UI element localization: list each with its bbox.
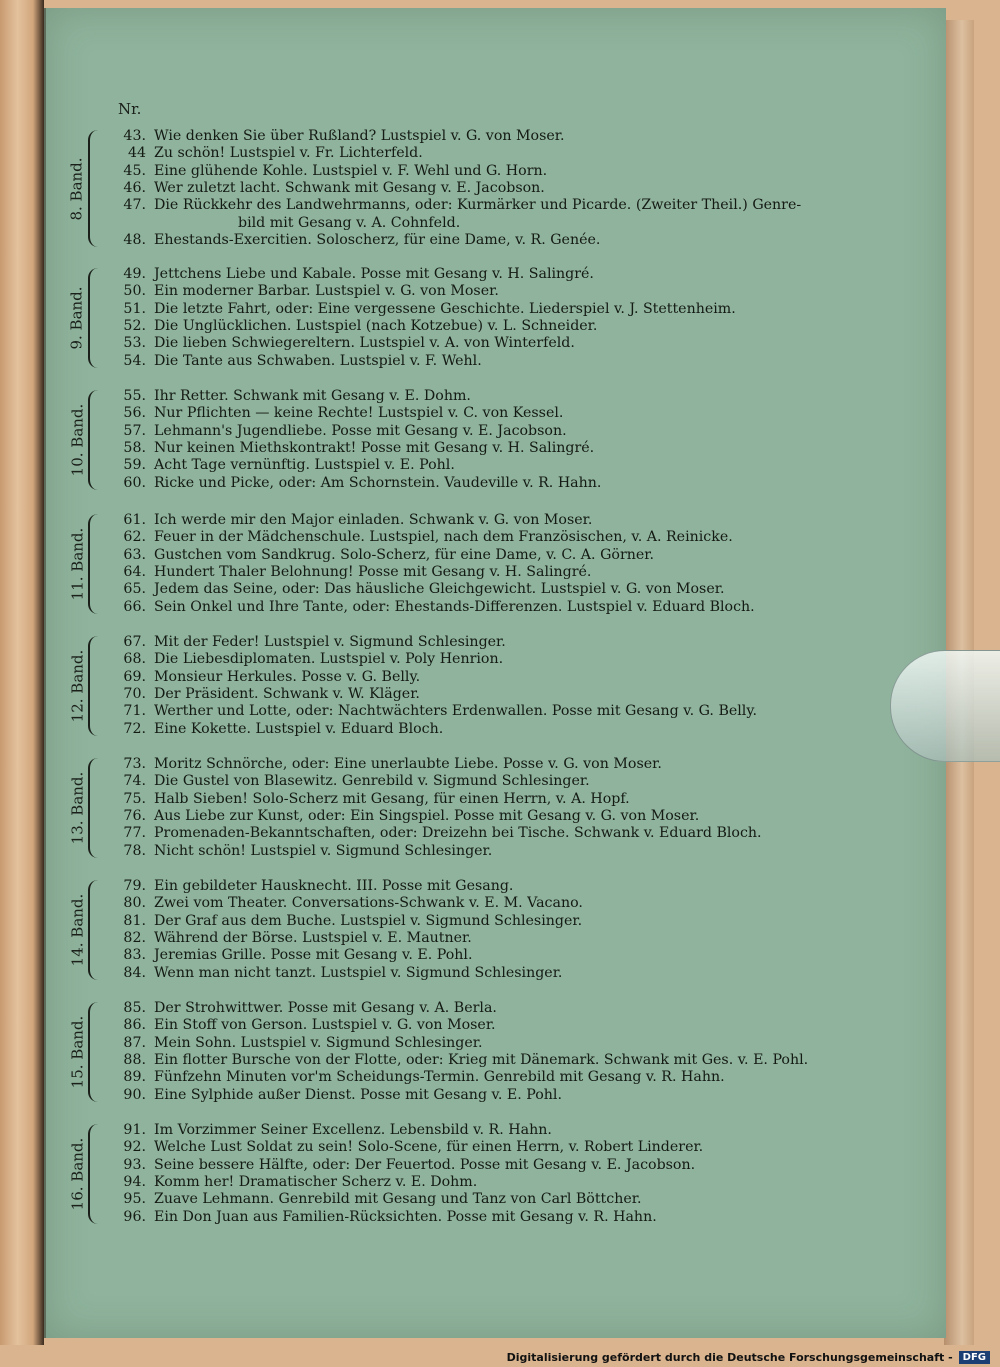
list-item bbox=[112, 843, 862, 860]
entry-title: Der Präsident. Schwank v. W. Kläger. bbox=[154, 685, 420, 702]
list-item bbox=[112, 1035, 862, 1052]
entry-title: Die Rückkehr des Landwehrmanns, oder: Kurmärker und Picarde. (Zweiter Theil.) Genre- bbox=[154, 197, 802, 214]
entry-title: Die lieben Schwiegereltern. Lustspiel v. A. von Winterfeld. bbox=[154, 335, 575, 352]
list-item bbox=[112, 1000, 862, 1017]
glass-clip bbox=[890, 650, 1000, 762]
brace bbox=[88, 880, 102, 980]
entry-title: Ein Stoff von Gerson. Lustspiel v. G. von Moser. bbox=[154, 1017, 496, 1034]
entry-number: 52. bbox=[123, 317, 146, 334]
list-item bbox=[112, 163, 862, 180]
entry-title: Eine Kokette. Lustspiel v. Eduard Bloch. bbox=[154, 720, 444, 737]
list-item bbox=[112, 1069, 862, 1086]
list-item bbox=[112, 634, 862, 651]
entry-title: Während der Börse. Lustspiel v. E. Mautner. bbox=[154, 929, 472, 946]
entry-number: 56. bbox=[123, 405, 146, 422]
list-item bbox=[112, 405, 862, 422]
entry-title: Die Unglücklichen. Lustspiel (nach Kotzebue) v. L. Schneider. bbox=[154, 317, 598, 334]
entry-number: 93. bbox=[123, 1156, 146, 1173]
list-item bbox=[112, 564, 862, 581]
entry-number: 50. bbox=[123, 283, 146, 300]
band-label bbox=[66, 756, 88, 860]
entry-number: 81. bbox=[123, 912, 146, 929]
entry-number: 92. bbox=[123, 1139, 146, 1156]
entry-title: Promenaden-Bekanntschaften, oder: Dreizehn bei Tische. Schwank v. Eduard Bloch. bbox=[154, 825, 762, 842]
band-group bbox=[66, 878, 866, 982]
band-label bbox=[66, 266, 88, 370]
list-item bbox=[112, 388, 862, 405]
entry-title: Ein Don Juan aus Familien-Rücksichten. Posse mit Gesang v. R. Hahn. bbox=[154, 1208, 657, 1225]
list-item bbox=[112, 1174, 862, 1191]
list-item bbox=[112, 180, 862, 197]
list-item bbox=[112, 1139, 862, 1156]
brace bbox=[88, 758, 102, 858]
list-item bbox=[112, 283, 862, 300]
entry-title: Acht Tage vernünftig. Lustspiel v. E. Pohl. bbox=[154, 457, 455, 474]
entry-number: 73. bbox=[123, 756, 146, 772]
entry-number: 95. bbox=[123, 1191, 146, 1208]
brace bbox=[88, 268, 102, 368]
list-item bbox=[112, 318, 862, 335]
entry-number: 77. bbox=[123, 825, 146, 842]
entry-number: 87. bbox=[123, 1034, 146, 1051]
brace bbox=[88, 1124, 102, 1224]
list-item bbox=[112, 791, 862, 808]
entry-title: Ein moderner Barbar. Lustspiel v. G. von Moser. bbox=[154, 283, 499, 300]
entry-title: Halb Sieben! Solo-Scherz mit Gesang, für einen Herrn, v. A. Hopf. bbox=[154, 790, 630, 807]
entry-number: 71. bbox=[123, 703, 146, 720]
list-item bbox=[112, 335, 862, 352]
entry-number: 78. bbox=[123, 842, 146, 859]
list-item bbox=[112, 669, 862, 686]
entry-number: 94. bbox=[123, 1173, 146, 1190]
list-item bbox=[112, 895, 862, 912]
list-item bbox=[112, 145, 862, 162]
list-item bbox=[112, 440, 862, 457]
band-label-text: 13. Band. bbox=[68, 771, 86, 845]
entry-title: Komm her! Dramatischer Scherz v. E. Dohm. bbox=[154, 1173, 478, 1190]
entry-title: Mit der Feder! Lustspiel v. Sigmund Schlesinger. bbox=[154, 634, 506, 650]
entry-number: 63. bbox=[123, 546, 146, 563]
band-label bbox=[66, 388, 88, 492]
band-group bbox=[66, 1000, 866, 1104]
entry-number: 90. bbox=[123, 1086, 146, 1103]
entry-title: Die letzte Fahrt, oder: Eine vergessene Geschichte. Liederspiel v. J. Stettenheim. bbox=[154, 300, 736, 317]
list-item bbox=[112, 529, 862, 546]
entry-number: 88. bbox=[123, 1051, 146, 1068]
list-item bbox=[112, 1157, 862, 1174]
list-item bbox=[112, 197, 862, 214]
band-label bbox=[66, 1000, 88, 1104]
entry-title: Seine bessere Hälfte, oder: Der Feuertod. Posse mit Gesang v. E. Jacobson. bbox=[154, 1156, 696, 1173]
entry-title: Nicht schön! Lustspiel v. Sigmund Schlesinger. bbox=[154, 842, 493, 859]
entry-number: 49. bbox=[123, 266, 146, 282]
entry-title: Eine Sylphide außer Dienst. Posse mit Gesang v. E. Pohl. bbox=[154, 1086, 562, 1103]
entry-number: 61. bbox=[123, 512, 146, 528]
entry-title: Feuer in der Mädchenschule. Lustspiel, nach dem Französischen, v. A. Reinicke. bbox=[154, 529, 733, 546]
entry-number: 54. bbox=[123, 352, 146, 369]
footer bbox=[507, 1351, 990, 1364]
list-item bbox=[112, 965, 862, 982]
entry-title: Mein Sohn. Lustspiel v. Sigmund Schlesinger. bbox=[154, 1034, 483, 1051]
entry-number: 43. bbox=[123, 128, 146, 144]
entry-number: 44 bbox=[127, 145, 146, 162]
entry-title: Aus Liebe zur Kunst, oder: Ein Singspiel. Posse mit Gesang v. G. von Moser. bbox=[154, 807, 700, 824]
entry-title: Hundert Thaler Belohnung! Posse mit Gesang v. H. Salingré. bbox=[154, 563, 592, 580]
entry-title: Fünfzehn Minuten vor'm Scheidungs-Termin. Genrebild mit Gesang v. R. Hahn. bbox=[154, 1069, 725, 1086]
entry-number: 66. bbox=[123, 598, 146, 615]
entry-title: Im Vorzimmer Seiner Excellenz. Lebensbild v. R. Hahn. bbox=[154, 1122, 552, 1138]
entry-number: 46. bbox=[123, 179, 146, 196]
list-item bbox=[112, 353, 862, 370]
entry-title: Welche Lust Soldat zu sein! Solo-Scene, für einen Herrn, v. Robert Linderer. bbox=[154, 1139, 704, 1156]
brace bbox=[88, 390, 102, 490]
band-label bbox=[66, 512, 88, 616]
band-group bbox=[66, 1122, 866, 1226]
entry-number: 83. bbox=[123, 947, 146, 964]
list-item bbox=[112, 930, 862, 947]
entry-number: 80. bbox=[123, 895, 146, 912]
entry-title: Moritz Schnörche, oder: Eine unerlaubte Liebe. Posse v. G. von Moser. bbox=[154, 756, 662, 772]
footer-text: Digitalisierung gefördert durch die Deutsche Forschungsgemeinschaft - bbox=[506, 1351, 953, 1364]
list-item bbox=[112, 266, 862, 283]
list-item bbox=[112, 721, 862, 738]
entry-title: Die Tante aus Schwaben. Lustspiel v. F. Wehl. bbox=[154, 352, 482, 369]
band-label bbox=[66, 878, 88, 982]
entry-number: 69. bbox=[123, 668, 146, 685]
entry-title: Der Graf aus dem Buche. Lustspiel v. Sigmund Schlesinger. bbox=[154, 912, 583, 929]
list-item bbox=[112, 1017, 862, 1034]
band-label-text: 12. Band. bbox=[68, 649, 86, 723]
entry-title: Werther und Lotte, oder: Nachtwächters Erdenwallen. Posse mit Gesang v. G. Belly. bbox=[154, 703, 757, 720]
entry-title: Eine glühende Kohle. Lustspiel v. F. Wehl und G. Horn. bbox=[154, 162, 548, 179]
entry-title: Gustchen vom Sandkrug. Solo-Scherz, für eine Dame, v. C. A. Görner. bbox=[154, 546, 654, 563]
band-label-text: 14. Band. bbox=[68, 893, 86, 967]
band-label-text: 15. Band. bbox=[68, 1015, 86, 1089]
list-item bbox=[112, 547, 862, 564]
entry-title: Wer zuletzt lacht. Schwank mit Gesang v. E. Jacobson. bbox=[154, 179, 545, 196]
list-item bbox=[112, 808, 862, 825]
entry-title: Jeremias Grille. Posse mit Gesang v. E. Pohl. bbox=[154, 947, 473, 964]
band-group bbox=[66, 634, 866, 738]
entry-title: Ihr Retter. Schwank mit Gesang v. E. Dohm. bbox=[154, 388, 471, 404]
entry-title: Die Liebesdiplomaten. Lustspiel v. Poly Henrion. bbox=[154, 651, 504, 668]
entry-title: Ich werde mir den Major einladen. Schwank v. G. von Moser. bbox=[154, 512, 593, 528]
entry-title: Jettchens Liebe und Kabale. Posse mit Gesang v. H. Salingré. bbox=[154, 266, 594, 282]
list-item bbox=[112, 581, 862, 598]
entry-title: Wie denken Sie über Rußland? Lustspiel v. G. von Moser. bbox=[154, 128, 565, 144]
entry-number: 60. bbox=[123, 474, 146, 491]
band-label-text: 10. Band. bbox=[68, 403, 86, 477]
nr-heading: Nr. bbox=[118, 100, 142, 118]
book-spine bbox=[0, 0, 44, 1345]
entry-number: 53. bbox=[123, 335, 146, 352]
list-item bbox=[112, 651, 862, 668]
entry-number: 85. bbox=[123, 1000, 146, 1016]
list-item bbox=[112, 686, 862, 703]
entry-number: 79. bbox=[123, 878, 146, 894]
entry-title: Die Gustel von Blasewitz. Genrebild v. Sigmund Schlesinger. bbox=[154, 773, 590, 790]
band-label-text: 16. Band. bbox=[68, 1137, 86, 1211]
list-item bbox=[112, 773, 862, 790]
list-item bbox=[112, 703, 862, 720]
entry-number: 65. bbox=[123, 581, 146, 598]
band-label bbox=[66, 1122, 88, 1226]
entry-number: 75. bbox=[123, 790, 146, 807]
entry-number: 70. bbox=[123, 685, 146, 702]
entry-number: 59. bbox=[123, 457, 146, 474]
entry-number: 68. bbox=[123, 651, 146, 668]
entry-title: Sein Onkel und Ihre Tante, oder: Ehestands-Differenzen. Lustspiel v. Eduard Bloch. bbox=[154, 598, 755, 615]
list-item bbox=[112, 512, 862, 529]
list-item bbox=[112, 1052, 862, 1069]
entry-number: 45. bbox=[123, 162, 146, 179]
entry-title: Ein flotter Bursche von der Flotte, oder: Krieg mit Dänemark. Schwank mit Ges. v. E. Pohl. bbox=[154, 1051, 809, 1068]
entry-number: 82. bbox=[123, 929, 146, 946]
list-item bbox=[112, 301, 862, 318]
dfg-logo: DFG bbox=[959, 1351, 990, 1364]
entry-number: 74. bbox=[123, 773, 146, 790]
entry-title: Wenn man nicht tanzt. Lustspiel v. Sigmund Schlesinger. bbox=[154, 964, 563, 981]
entry-number: 72. bbox=[123, 720, 146, 737]
band-label-text: 9. Band. bbox=[68, 286, 87, 350]
entry-number: 64. bbox=[123, 563, 146, 580]
band-label bbox=[66, 634, 88, 738]
entry-number: 91. bbox=[123, 1122, 146, 1138]
entry-number: 51. bbox=[123, 300, 146, 317]
entry-title: bild mit Gesang v. A. Cohnfeld. bbox=[238, 214, 461, 231]
list-item bbox=[112, 128, 862, 145]
entry-title: Der Strohwittwer. Posse mit Gesang v. A. Berla. bbox=[154, 1000, 497, 1016]
entry-title: Ein gebildeter Hausknecht. III. Posse mit Gesang. bbox=[154, 878, 514, 894]
entry-title: Monsieur Herkules. Posse v. G. Belly. bbox=[154, 668, 421, 685]
list-item bbox=[112, 825, 862, 842]
entry-number: 86. bbox=[123, 1017, 146, 1034]
list-item bbox=[112, 475, 862, 492]
entry-number: 57. bbox=[123, 422, 146, 439]
entry-title: Jedem das Seine, oder: Das häusliche Gleichgewicht. Lustspiel v. G. von Moser. bbox=[154, 581, 725, 598]
brace bbox=[88, 514, 102, 614]
list-item bbox=[112, 1191, 862, 1208]
brace bbox=[88, 1002, 102, 1102]
list-item bbox=[112, 215, 988, 232]
entry-number: 96. bbox=[123, 1208, 146, 1225]
entry-title: Zwei vom Theater. Conversations-Schwank v. E. M. Vacano. bbox=[154, 895, 583, 912]
band-group bbox=[66, 756, 866, 860]
entry-number: 55. bbox=[123, 388, 146, 404]
entry-title: Lehmann's Jugendliebe. Posse mit Gesang v. E. Jacobson. bbox=[154, 422, 567, 439]
brace bbox=[88, 130, 102, 247]
entry-title: Zu schön! Lustspiel v. Fr. Lichterfeld. bbox=[154, 145, 423, 162]
list-item bbox=[112, 1087, 862, 1104]
band-label bbox=[66, 128, 88, 249]
entry-title: Nur Pflichten — keine Rechte! Lustspiel v. C. von Kessel. bbox=[154, 405, 564, 422]
band-group bbox=[66, 512, 866, 616]
list-item bbox=[112, 599, 862, 616]
entry-title: Nur keinen Miethskontrakt! Posse mit Gesang v. H. Salingré. bbox=[154, 439, 595, 456]
list-item bbox=[112, 1122, 862, 1139]
list-item bbox=[112, 423, 862, 440]
list-item bbox=[112, 913, 862, 930]
entry-title: Zuave Lehmann. Genrebild mit Gesang und Tanz von Carl Böttcher. bbox=[154, 1191, 642, 1208]
entry-number: 89. bbox=[123, 1069, 146, 1086]
band-group bbox=[66, 388, 866, 492]
list-item bbox=[112, 1209, 862, 1226]
entry-number: 67. bbox=[123, 634, 146, 650]
entry-number: 47. bbox=[123, 197, 146, 214]
band-label-text: 11. Band. bbox=[68, 527, 86, 601]
band-group bbox=[66, 266, 866, 370]
list-item bbox=[112, 457, 862, 474]
band-label-text: 8. Band. bbox=[68, 157, 87, 221]
entry-number: 48. bbox=[123, 231, 146, 248]
band-group bbox=[66, 128, 866, 249]
list-item bbox=[112, 232, 862, 249]
entry-number: 58. bbox=[123, 439, 146, 456]
brace bbox=[88, 636, 102, 736]
entry-title: Ehestands-Exercitien. Soloscherz, für eine Dame, v. R. Genée. bbox=[154, 231, 601, 248]
entry-number: 84. bbox=[123, 964, 146, 981]
list-item bbox=[112, 756, 862, 773]
entry-number: 62. bbox=[123, 529, 146, 546]
entry-title: Ricke und Picke, oder: Am Schornstein. Vaudeville v. R. Hahn. bbox=[154, 474, 602, 491]
list-item bbox=[112, 947, 862, 964]
entry-number: 76. bbox=[123, 807, 146, 824]
list-item bbox=[112, 878, 862, 895]
